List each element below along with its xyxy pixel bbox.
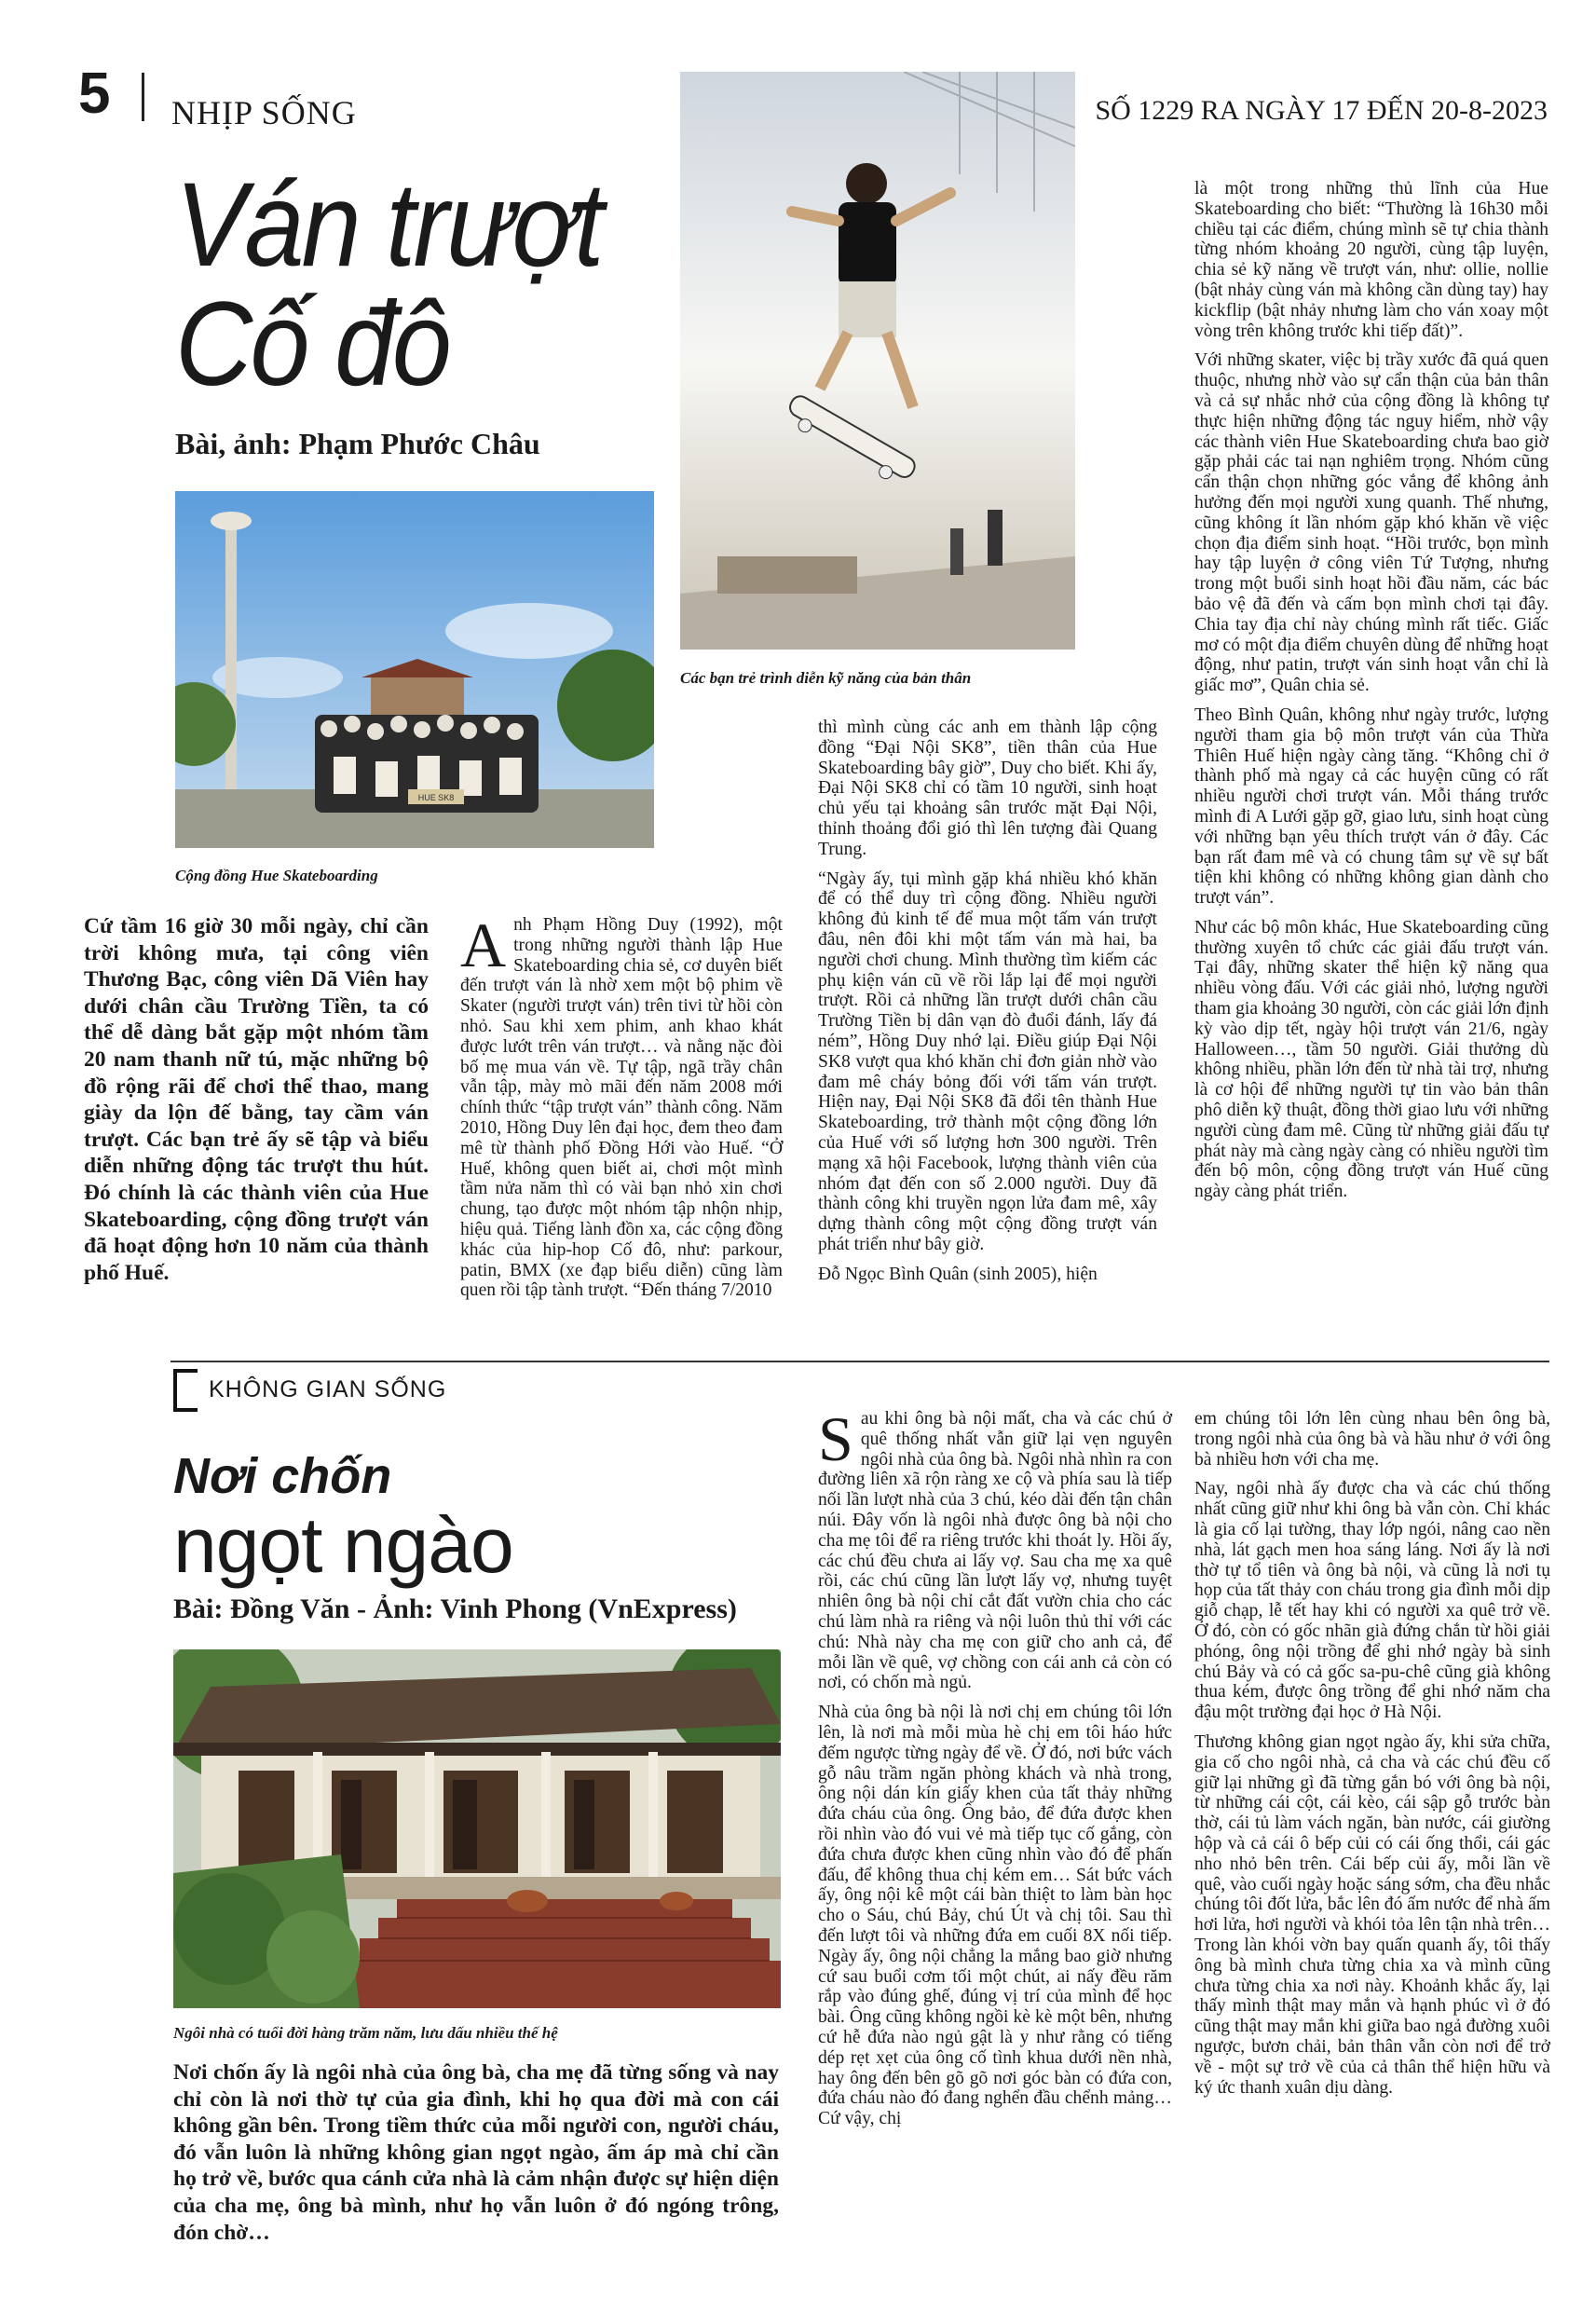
house-photo-image bbox=[173, 1649, 781, 2008]
header-divider bbox=[142, 73, 144, 121]
page-number: 5 bbox=[78, 62, 111, 126]
article1-col3-p1: thì mình cùng các anh em thành lập cộng đồng “Đại Nội SK8”, tiền thân của Hue Skateboarding bây giờ”, Duy cho biết. Khi ấy, Đại Nội SK8 chỉ có tầm 10 người, sinh hoạt chủ yếu tại khoảng sân trước mặt Đại Nội, thỉnh thoảng đổi gió thì lên tượng đài Quang Trung. bbox=[818, 718, 1157, 859]
article1-column4 bbox=[1194, 179, 1548, 1211]
article2-col2-p1: au khi ông bà nội mất, cha và các chú ở quê thống nhất vẫn giữ lại vẹn nguyên ngôi nhà của ông bà. Ngôi nhà nhìn ra con đường liên xã rộn ràng xe cộ và phía sau là tiếp nối lần lượt nhà của 3 chú, kéo dài đến tận chân núi. Đây vốn là ngôi nhà được ông bà nội cho cha mẹ tôi để ra riêng trước khi thoát ly. Hồi ấy, các chú đều chưa ai lấy vợ. Sau cha mẹ xa quê rồi, các chú cũng lần lượt lấy vợ, nhưng tuyệt nhiên ông bà nội chỉ cắt đất vườn chia cho các chú làm nhà ra riêng và nội luôn thủ thỉ với các chú: Nhà này cha mẹ con giữ cho anh cả, để mỗi lần về quê, vợ chồng con cái anh cả còn có nơi, có chốn mà ngủ. bbox=[818, 1409, 1172, 1693]
article1-column3 bbox=[818, 718, 1157, 1294]
article1-byline: Bài, ảnh: Phạm Phước Châu bbox=[175, 427, 540, 460]
article2-col2-p2: Nhà của ông bà nội là nơi chị em chúng tôi lớn lên, là nơi mà mỗi mùa hè chị em tôi háo hức đếm ngược từng ngày để về. Ở đó, nơi bức vách gỗ nâu trầm ngăn phòng khách và nhà trong, ông nội dán kín giấy khen của tất thảy những đứa cháu của ông. Ông bảo, để đứa được khen rồi nhìn vào đó vui vẻ mà tiếp tục cố gắng, còn đứa chưa được khen cũng nhìn vào đó để phấn đấu, để không thua chị kém em… Sát bức vách ấy, ông nội kê một cái bàn thiệt to làm bàn học cho o Sáu, chú Bảy, chú Út và chị tôi. Sau thì đến lượt tôi và những đứa em cuối 8X nối tiếp. Ngày ấy, ông nội chẳng la mắng bao giờ nhưng cứ sau buổi cơm tối một chút, ai nấy đều răm rắp vào đúng ghế, đúng vị trí của mình để học bài. Ông cũng không ngồi kè kè một bên, nhưng cứ hễ đứa nào ngủ gật là y như rằng có tiếng dép rẹt xẹt của ông cố tình khua dưới nền nhà, hay ông đến bên gõ gõ nơi góc bàn có đứa con, đứa cháu nào đó đang nghển đầu chểnh mảng… Cứ vậy, chị bbox=[818, 1703, 1172, 2129]
article2-photo-caption: Ngôi nhà có tuổi đời hàng trăm năm, lưu dấu nhiều thế hệ bbox=[173, 2024, 558, 2042]
article1-title-line2: Cố đô bbox=[175, 278, 449, 411]
article1-col4-p4: Như các bộ môn khác, Hue Skateboarding cũng thường xuyên tổ chức các giải đấu trượt ván. Tại đây, những skater thể hiện kỹ năng qua nhiều vòng đấu. Với các giải nhỏ, lượng người tham gia khoảng 30 người, còn các giải lớn định kỳ vào dịp tết, ngày hội trượt ván 21/6, ngày Halloween…, tầm 50 người. Giải thưởng dù không nhiều, phần lớn đến từ nhà tài trợ, nhưng là cơ hội để những người tự tin vào bản thân phô diễn kỹ thuật, đồng thời giao lưu với những người cùng đam mê. Cũng từ những giải đấu tự phát này mà càng ngày càng có nhiều người tìm đến bộ môn, cộng đồng trượt ván Huế cũng ngày càng phát triển. bbox=[1194, 917, 1548, 1202]
article1-col2-p1: nh Phạm Hồng Duy (1992), một trong những người thành lập Hue Skateboarding chia sẻ, cơ duyên biết đến trượt ván là nhờ xem một bộ phim về Skater (người trượt ván) trên tivi từ hồi còn nhỏ. Sau khi xem phim, anh khao khát được lướt trên ván trượt… và nằng nặc đòi bố mẹ mua ván về. Tự tập, ngã trầy chân vẫn tập, mày mò mãi đến năm 2008 mới chính thức “tập trượt ván” thành công. Năm 2010, Hồng Duy lên đại học, đem theo đam mê từ thành phố Đồng Hới vào Huế. “Ở Huế, không quen biết ai, chơi một mình tầm nửa năm thì có vài bạn nhỏ xin chơi chung, tạo được một nhóm tập nhộn nhịp, hiệu quả. Tiếng lành đồn xa, các cộng đồng khác của hip-hop Cố đô, như: parkour, patin, BMX (xe đạp biểu diễn) cũng làm quen rồi tập tành trượt. “Đến tháng 7/2010 bbox=[460, 915, 783, 1301]
article2-col3-p2: Nay, ngôi nhà ấy được cha và các chú thống nhất cũng giữ như khi ông bà vẫn còn. Chỉ khác là gia cố lại tường, thay lớp ngói, nâng cao nền nhà, lát gạch men hoa sáng láng. Nơi ấy là nơi thờ tự tổ tiên và ông bà nội, và cũng là nơi tụ họp của tất thảy con cháu trong gia đình mỗi dịp giỗ chạp, lễ tết hay khi có người xa quê trở về. Ở đó, còn có gốc nhãn già đứng chắn từ hồi giải phóng, ông nội trồng để ghi nhớ ngày bà sinh chú Bảy và có cả gốc sa-pu-chê cũng già không thua kém, được ông trồng để ghi nhớ năm cha đậu một trường đại học ở Hà Nội. bbox=[1194, 1479, 1550, 1723]
skater-photo-image bbox=[680, 72, 1075, 650]
section-divider bbox=[171, 1361, 1549, 1362]
article1-col4-p2: Với những skater, việc bị trầy xước đã quá quen thuộc, nhưng nhờ vào sự cẩn thận của bản thân và cả sự nhắc nhở của cộng đồng là không tự thực hiện những động tác nguy hiểm, nhờ vậy các thành viên Hue Skateboarding chưa bao giờ gặp phải các tai nạn nghiêm trọng. Nhóm cũng cẩn thận chọn những góc vắng để không ảnh hưởng đến mọi người xung quanh. Thế nhưng, cũng không ít lần nhóm gặp khó khăn về việc chọn địa điểm sinh hoạt. “Hồi trước, bọn mình hay tập luyện ở công viên Tứ Tượng, nhưng trong một buổi sinh hoạt hồi đầu năm, các bác bảo vệ đã đến và cấm bọn mình chơi tại đây. Chia tay địa chỉ này chúng mình rất tiếc. Giấc mơ có một địa điểm chuyên dùng để những hoạt động, như patin, trượt ván sinh hoạt vẫn chỉ là giấc mơ”, Quân chia sẻ. bbox=[1194, 350, 1548, 696]
article2-lead bbox=[173, 2059, 779, 2246]
article1-photo-group bbox=[175, 491, 654, 848]
article1-col3-p2: “Ngày ấy, tụi mình gặp khá nhiều khó khăn để có thể duy trì cộng đồng. Nhiều người không đủ kinh tế để mua một tấm ván trượt đâu, nên đôi khi một tấm ván mà hai, ba người chơi chung. Mình thường tìm kiếm các phụ kiện ván cũ về rồi lắp lại để mọi người trượt. Rồi cả những lần trượt dưới chân cầu Trường Tiền bị dân vạn đò đuổi đánh, lấy đá ném”, Hồng Duy nhớ lại. Điều giúp Đại Nội SK8 vượt qua khó khăn chỉ đơn giản nhờ vào đam mê cháy bỏng đối với tấm ván trượt. Hiện nay, Đại Nội SK8 đã đổi tên thành Hue Skateboarding, trở thành một cộng đồng lớn của Huế với số lượng hơn 300 người. Trên mạng xã hội Facebook, lượng thành viên của nhóm đạt đến con số 2.000 người. Duy đã thành công khi truyền ngọn lửa đam mê, xây dựng thành công một cộng đồng trượt ván phát triển như bây giờ. bbox=[818, 869, 1157, 1254]
group-photo-image bbox=[175, 491, 654, 848]
article1-photo-skater-caption: Các bạn trẻ trình diễn kỹ năng của bản thân bbox=[680, 669, 972, 687]
article2-lead-text: Nơi chốn ấy là ngôi nhà của ông bà, cha mẹ đã từng sống và nay chỉ còn là nơi thờ tự của gia đình, khi họ qua đời mà con cái không gần bên. Trong tiềm thức của mỗi người con, người cháu, đó vẫn luôn là những không gian ngọt ngào, ấm áp mà chỉ cần họ trở về, bước qua cánh cửa nhà là cảm nhận được sự hiện diện của cha mẹ, ông bà mình, như họ vẫn luôn ở đó ngóng trông, đón chờ… bbox=[173, 2060, 779, 2245]
article1-title-line1: Ván trượt bbox=[175, 158, 602, 292]
article2-col3-p3: Thương không gian ngọt ngào ấy, khi sửa chữa, gia cố cho ngôi nhà, cả cha và các chú đều cố giữ lại những gì đã từng gắn bó với ông bà nội, từ những cái cột, cái kèo, cái sập gỗ trước bàn thờ, cái tủ làm vách ngăn, bàn nước, cái giường hộp và cả cái ô bếp củi có cái ống thổi, cái gác nho nhỏ bên trên. Cái bếp củi ấy, mỗi lần về quê, vào cuối ngày hoặc sáng sớm, cha đều nhắc chúng tôi đốt lửa, bắc lên đó ấm nước để nhà ấm hơi lửa, hơi người và khói tỏa lên tận nhà trên… Trong làn khói vờn bay quấn quanh ấy, tôi thấy ông bà mình chưa từng chia xa và mình cũng chưa từng chia xa nơi này. Khoảnh khắc ấy, lại thấy mình thật may mắn và hạnh phúc vì ở đó cũng thật may mắn khi giữa bao ngả đường xuôi ngược, bươn chải, bản thân vẫn còn nơi để trở về - một sự trở về của cả thân thể hiện hữu và ký ức thanh xuân dịu dàng. bbox=[1194, 1731, 1551, 2098]
article1-dropcap: A bbox=[460, 910, 507, 980]
article2-column3 bbox=[1194, 1409, 1550, 2107]
article1-col3-p3: Đỗ Ngọc Bình Quân (sinh 2005), hiện bbox=[818, 1264, 1098, 1284]
article1-col4-p3: Theo Bình Quân, không như ngày trước, lượng người tham gia bộ môn trượt ván của Thừa Thiên Huế hiện ngày càng tăng. “Không chỉ ở thành phố mà ngay cả các huyện cũng có rất nhiều người chơi trượt ván. Mỗi tháng trước mình đi A Lưới gặp gỡ, giao lưu, sinh hoạt cùng với những bạn yêu thích trượt ván ở đây. Các bạn rất đam mê và có chung tâm sự về sự bất tiện khi không có những không gian dành cho trượt ván”. bbox=[1194, 705, 1548, 909]
section-label-bracket bbox=[173, 1369, 198, 1412]
article1-lead-text: Cứ tầm 16 giờ 30 mỗi ngày, chỉ cần trời không mưa, tại công viên Thương Bạc, công viên Dã Viên hay dưới chân cầu Trường Tiền, ta có thể dễ dàng bắt gặp một nhóm tầm 20 nam thanh nữ tú, mặc những bộ đồ rộng rãi để chơi thể thao, mang giày da lộn đế bằng, tay cầm ván trượt. Các bạn trẻ ấy sẽ tập và biểu diễn những động tác trượt thu hút. Đó chính là các thành viên của Hue Skateboarding, cộng đồng trượt ván đã hoạt động hơn 10 năm của thành phố Huế. bbox=[84, 914, 429, 1285]
article2-column2 bbox=[818, 1403, 1172, 2139]
article2-section-label bbox=[173, 1369, 453, 1410]
article2-title-line1: Nơi chốn bbox=[173, 1448, 392, 1504]
article2-title-line2: ngọt ngào bbox=[173, 1501, 513, 1589]
article2-byline: Bài: Đồng Văn - Ảnh: Vinh Phong (VnExpress) bbox=[173, 1594, 737, 1624]
article2-photo-house bbox=[173, 1649, 781, 2008]
issue-info: SỐ 1229 RA NGÀY 17 ĐẾN 20-8-2023 bbox=[1095, 95, 1548, 126]
article1-photo-group-caption: Cộng đồng Hue Skateboarding bbox=[175, 867, 378, 884]
article1-photo-skater bbox=[680, 72, 1075, 650]
article2-dropcap: S bbox=[818, 1403, 853, 1474]
article2-col3-p1: em chúng tôi lớn lên cùng nhau bên ông bà, trong ngôi nhà của ông bà và hầu như ở với ông bà nhiều hơn với cha mẹ. bbox=[1194, 1409, 1550, 1470]
article1-col4-p1: là một trong những thủ lĩnh của Hue Skateboarding cho biết: “Thường là 16h30 mỗi chiều tại các điểm, chúng mình sẽ tự chia thành từng nhóm khoảng 20 người, cùng tập luyện, chia sẻ kỹ năng về trượt ván, như: ollie, nollie (bật nhảy cùng ván mà không cần dùng tay) hay kickflip (bật nhảy nhưng làm cho ván xoay một vòng trên không trước khi tiếp đất)”. bbox=[1194, 179, 1548, 341]
article1-lead bbox=[84, 913, 429, 1286]
section-label-text: KHÔNG GIAN SỐNG bbox=[209, 1376, 447, 1402]
photo1-sign-text: HUE SK8 bbox=[417, 793, 455, 802]
article1-title bbox=[175, 158, 602, 411]
article1-column2 bbox=[460, 910, 783, 1310]
section-name: NHỊP SỐNG bbox=[171, 94, 357, 131]
